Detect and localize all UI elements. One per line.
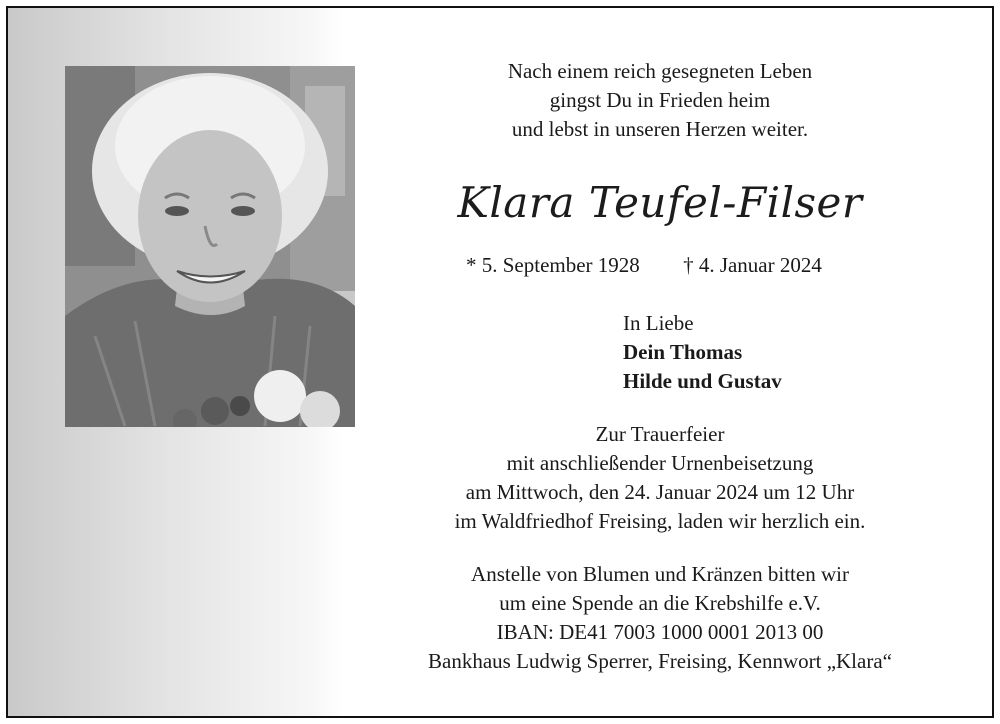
mourners <box>623 309 782 396</box>
death-date: † 4. Januar 2024 <box>683 253 822 277</box>
memorial-poem <box>380 57 940 144</box>
donation-line: Anstelle von Blumen und Kränzen bitten wir <box>471 562 849 586</box>
obituary-card <box>6 6 994 718</box>
ceremony-notice <box>380 420 940 536</box>
poem-line: Nach einem reich gesegneten Leben <box>507 59 813 83</box>
portrait-photo <box>65 66 355 427</box>
donation-line: um eine Spende an die Krebshilfe e.V. <box>499 591 821 615</box>
ceremony-line: am Mittwoch, den 24. Januar 2024 um 12 Uhr <box>465 480 855 504</box>
mourner-name: Dein Thomas <box>623 340 743 364</box>
poem-line: gingst Du in Frieden heim <box>549 88 771 112</box>
ceremony-line: im Waldfriedhof Freising, laden wir herzlich ein. <box>454 509 866 533</box>
poem-line: und lebst in unseren Herzen weiter. <box>511 117 809 141</box>
ceremony-line: mit anschließender Urnenbeisetzung <box>506 451 814 475</box>
mourners-intro: In Liebe <box>623 311 694 335</box>
donation-iban: IBAN: DE41 7003 1000 0001 2013 00 <box>496 620 824 644</box>
life-dates <box>466 253 822 278</box>
donation-notice <box>380 560 940 676</box>
deceased-name: Klara Teufel-Filser <box>457 178 863 227</box>
ceremony-line: Zur Trauerfeier <box>595 422 725 446</box>
mourner-name: Hilde und Gustav <box>623 369 782 393</box>
birth-date: * 5. September 1928 <box>466 253 640 277</box>
portrait-illustration <box>65 66 355 427</box>
donation-line: Bankhaus Ludwig Sperrer, Freising, Kennwort „Klara“ <box>428 649 892 673</box>
